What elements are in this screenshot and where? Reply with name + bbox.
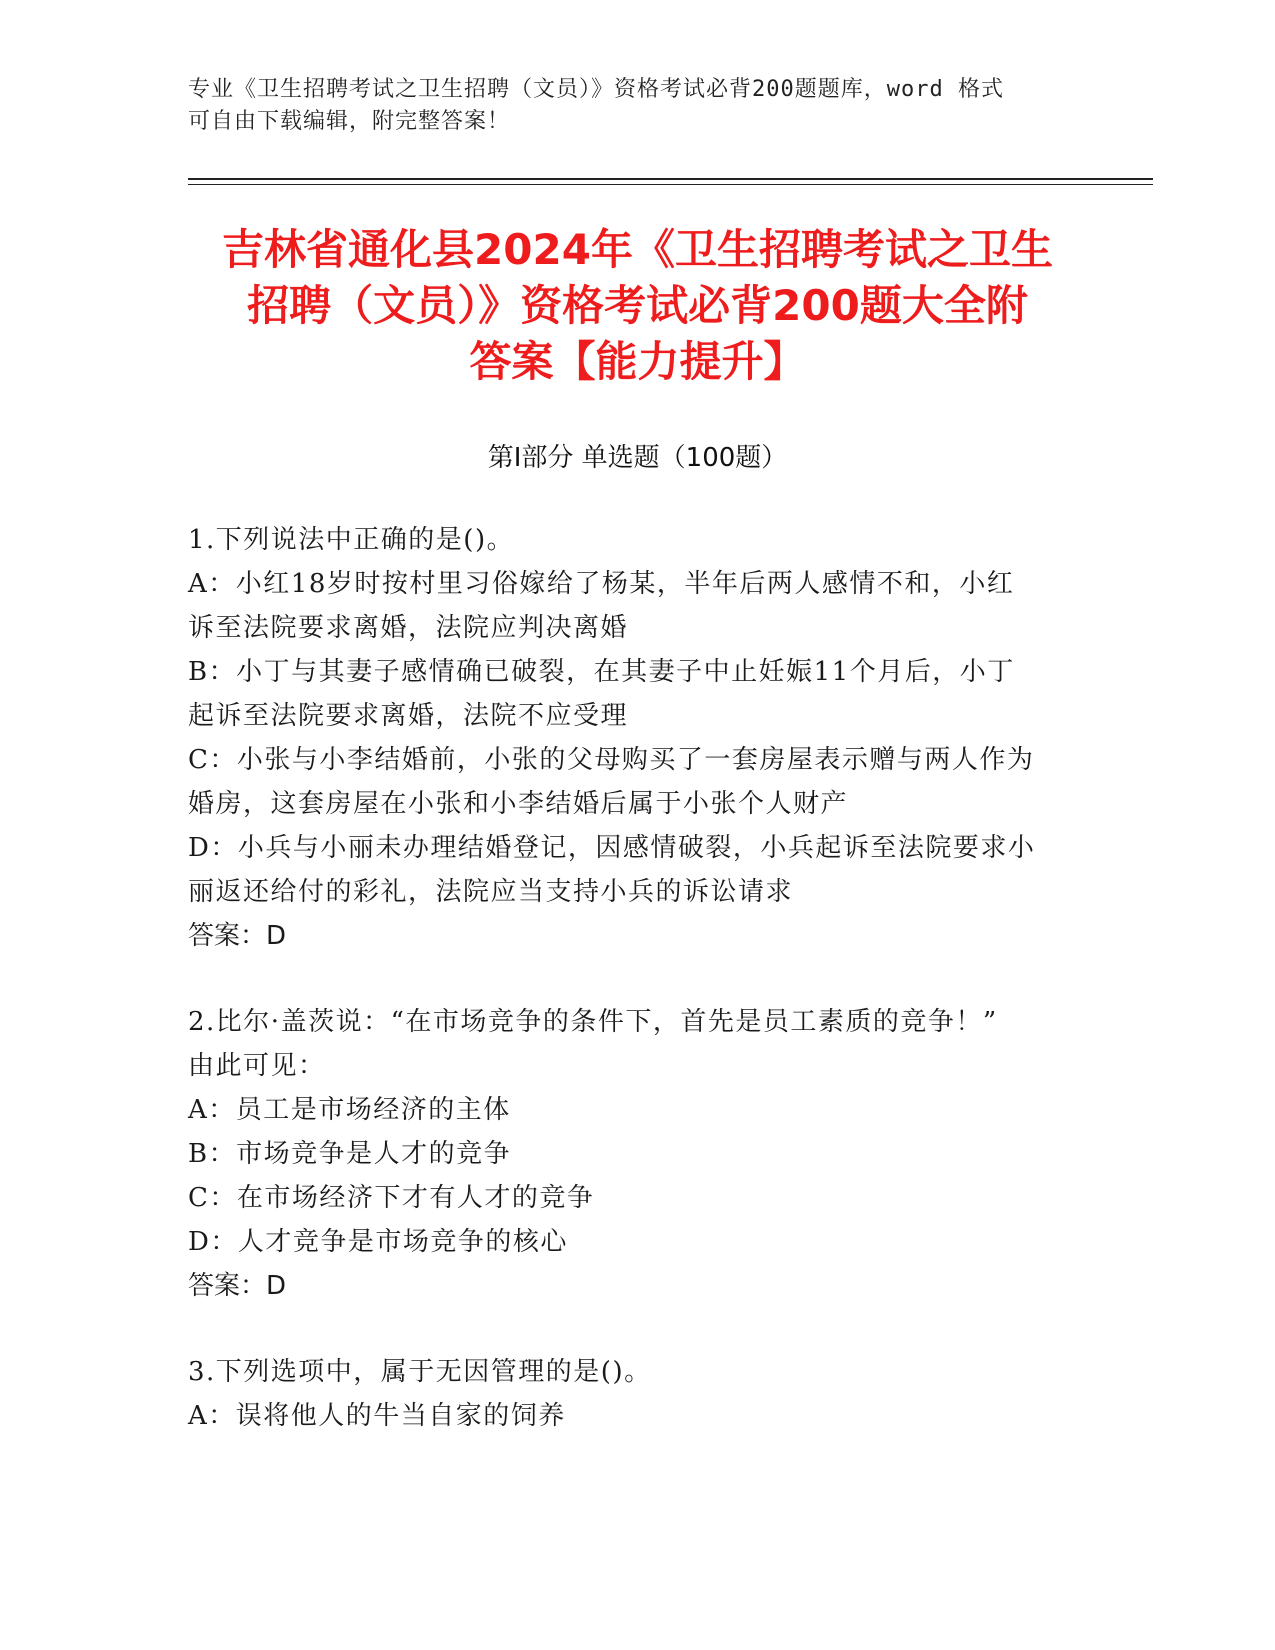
header-note-line: 可自由下载编辑，附完整答案！ xyxy=(188,109,511,134)
option-a-continued: 诉至法院要求离婚，法院应判决离婚 xyxy=(188,613,629,643)
title-line: 招聘（文员）》资格考试必背200题大全附 xyxy=(247,281,1028,330)
option-d: D：小兵与小丽未办理结婚登记，因感情破裂，小兵起诉至法院要求小 xyxy=(188,833,1036,863)
option-c: C：在市场经济下才有人才的竞争 xyxy=(188,1183,595,1213)
option-b-continued: 起诉至法院要求离婚，法院不应受理 xyxy=(188,701,629,731)
answer: 答案：D xyxy=(188,921,287,951)
option-a: A：小红18岁时按村里习俗嫁给了杨某，半年后两人感情不和，小红 xyxy=(188,569,1015,599)
option-d-continued: 丽返还给付的彩礼，法院应当支持小兵的诉讼请求 xyxy=(188,877,794,907)
option-a: A：误将他人的牛当自家的饲养 xyxy=(188,1401,566,1431)
question-stem-continued: 由此可见： xyxy=(188,1051,326,1081)
title-line: 吉林省通化县2024年《卫生招聘考试之卫生 xyxy=(222,225,1053,274)
header-note xyxy=(188,74,1088,138)
header-rule-thin xyxy=(188,184,1153,185)
title-line: 答案【能力提升】 xyxy=(469,337,806,386)
option-b: B：小丁与其妻子感情确已破裂，在其妻子中止妊娠11个月后，小丁 xyxy=(188,657,1015,687)
option-c-continued: 婚房，这套房屋在小张和小李结婚后属于小张个人财产 xyxy=(188,789,849,819)
header-rule-thick xyxy=(188,178,1153,180)
question-stem: 1.下列说法中正确的是()。 xyxy=(188,525,515,555)
option-a: A：员工是市场经济的主体 xyxy=(188,1095,511,1125)
option-c: C：小张与小李结婚前，小张的父母购买了一套房屋表示赠与两人作为 xyxy=(188,745,1035,775)
header-note-line: 专业《卫生招聘考试之卫生招聘（文员）》资格考试必背200题题库，word 格式 xyxy=(188,77,1004,102)
document-title xyxy=(150,222,1125,390)
answer: 答案：D xyxy=(188,1271,287,1301)
option-d: D：人才竞争是市场竞争的核心 xyxy=(188,1227,568,1257)
option-b: B：市场竞争是人才的竞争 xyxy=(188,1139,512,1169)
section-heading: 第Ⅰ部分 单选题（100题） xyxy=(487,443,788,473)
question-stem: 3.下列选项中，属于无因管理的是()。 xyxy=(188,1357,652,1387)
question-stem: 2.比尔·盖茨说：“在市场竞争的条件下，首先是员工素质的竞争！” xyxy=(188,1007,998,1037)
